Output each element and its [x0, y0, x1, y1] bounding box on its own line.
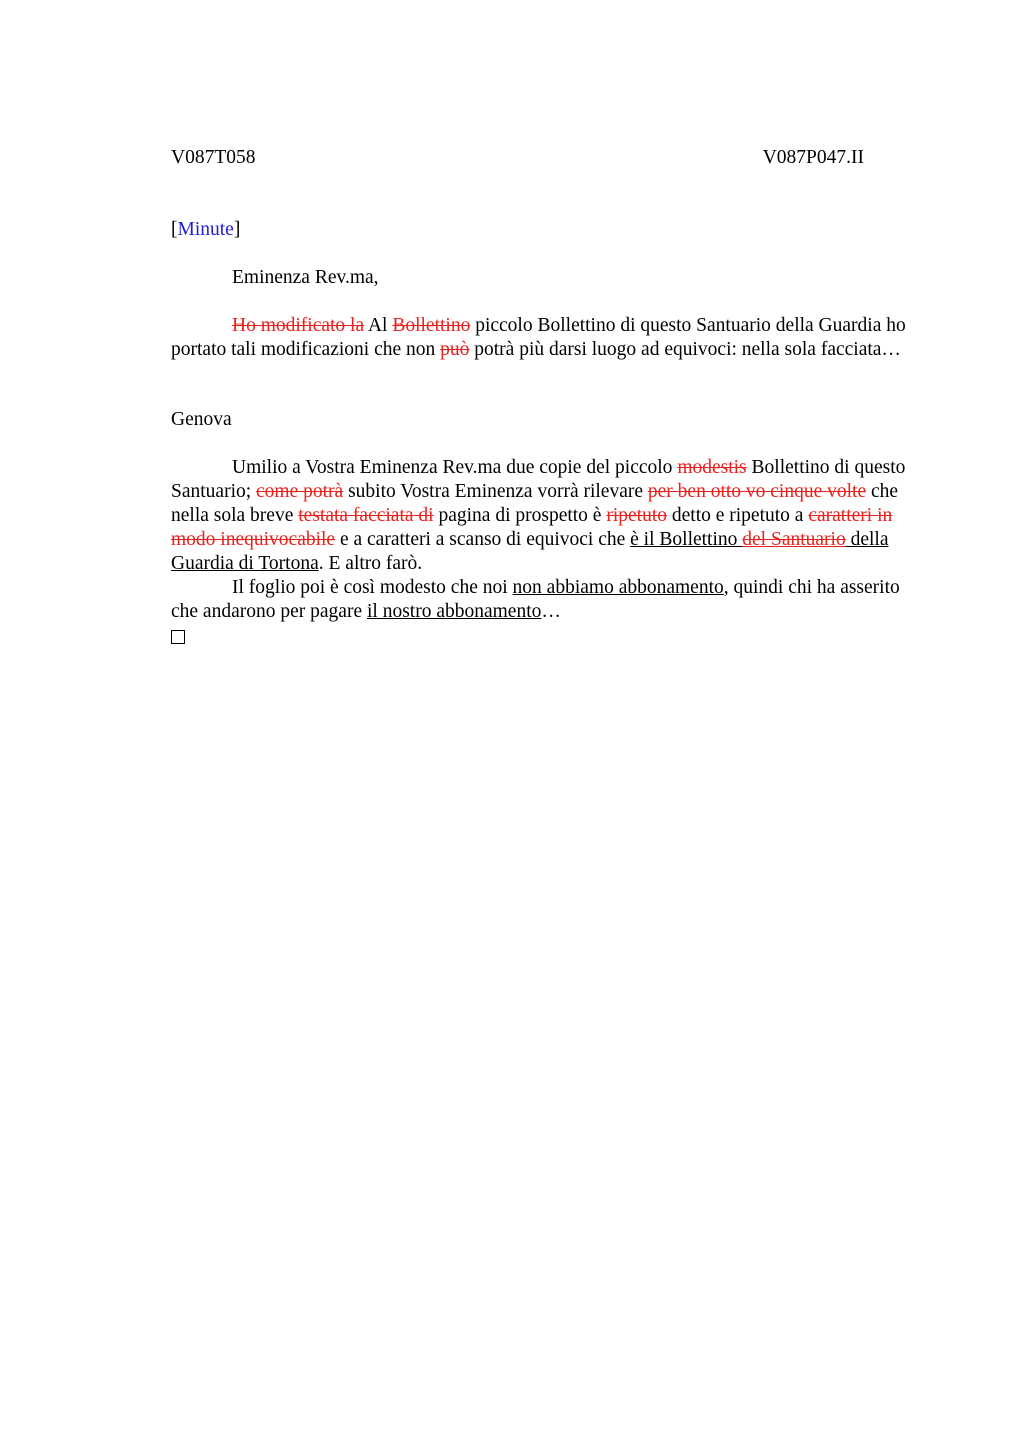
underlined-text: non abbiamo abbonamento: [512, 577, 724, 598]
deleted-text: Ho modificato la: [232, 315, 365, 336]
text-run: Bollettino di questo Santuario;: [171, 457, 906, 502]
end-box-marker: [171, 630, 185, 644]
underlined-text: è il Bollettino: [630, 529, 743, 550]
salutation: Eminenza Rev.ma,: [232, 267, 379, 288]
deleted-text: ripetuto: [606, 505, 667, 526]
text-run: detto e ripetuto a: [667, 505, 809, 526]
minute-label: [171, 218, 923, 242]
text-run: potrà più darsi luogo ad equivoci: nella sola facciata…: [469, 339, 901, 360]
underlined-text: il nostro abbonamento: [366, 601, 542, 622]
minute-close-bracket: ]: [233, 219, 241, 240]
deleted-text: modestis: [677, 457, 747, 478]
letter-paragraph-1: [171, 314, 923, 362]
place-name: Genova: [171, 409, 232, 430]
text-run: . E altro farò.: [318, 553, 423, 574]
deleted-text: per ben otto vo cinque volte: [647, 481, 867, 502]
text-run: piccolo Bollettino di questo Santuario della Guardia ho portato tali modificazioni che non: [171, 315, 906, 360]
deleted-underlined-text: del Santuario: [742, 529, 846, 550]
deleted-text: Bollettino: [392, 315, 471, 336]
text-run: Umilio a Vostra Eminenza Rev.ma due copie del piccolo: [232, 457, 678, 478]
text-run: Al: [364, 315, 393, 336]
text-run: …: [541, 601, 561, 622]
document-code-right: V087P047.II: [762, 147, 864, 168]
letter-paragraph-2: [171, 456, 923, 576]
text-run: e a caratteri a scanso di equivoci che: [335, 529, 631, 550]
underlined-text: della Guardia di Tortona: [171, 529, 889, 574]
text-run: subito Vostra Eminenza vorrà rilevare: [343, 481, 648, 502]
letter-paragraph-3: [171, 576, 923, 624]
minute-link[interactable]: Minute: [177, 219, 234, 240]
deleted-text: testata facciata di: [298, 505, 434, 526]
text-run: che nella sola breve: [171, 481, 899, 526]
deleted-text: caratteri in modo inequivocabile: [171, 505, 893, 550]
document-code-left: V087T058: [171, 147, 256, 168]
minute-open-bracket: [: [171, 219, 178, 240]
deleted-text: può: [440, 339, 470, 360]
document-header: [171, 146, 864, 170]
text-run: pagina di prospetto è: [433, 505, 607, 526]
text-run: , quindi chi ha asserito che andarono per pagare: [171, 577, 900, 622]
document-page: [171, 146, 923, 651]
text-run: Il foglio poi è così modesto che noi: [232, 577, 513, 598]
deleted-text: come potrà: [256, 481, 344, 502]
